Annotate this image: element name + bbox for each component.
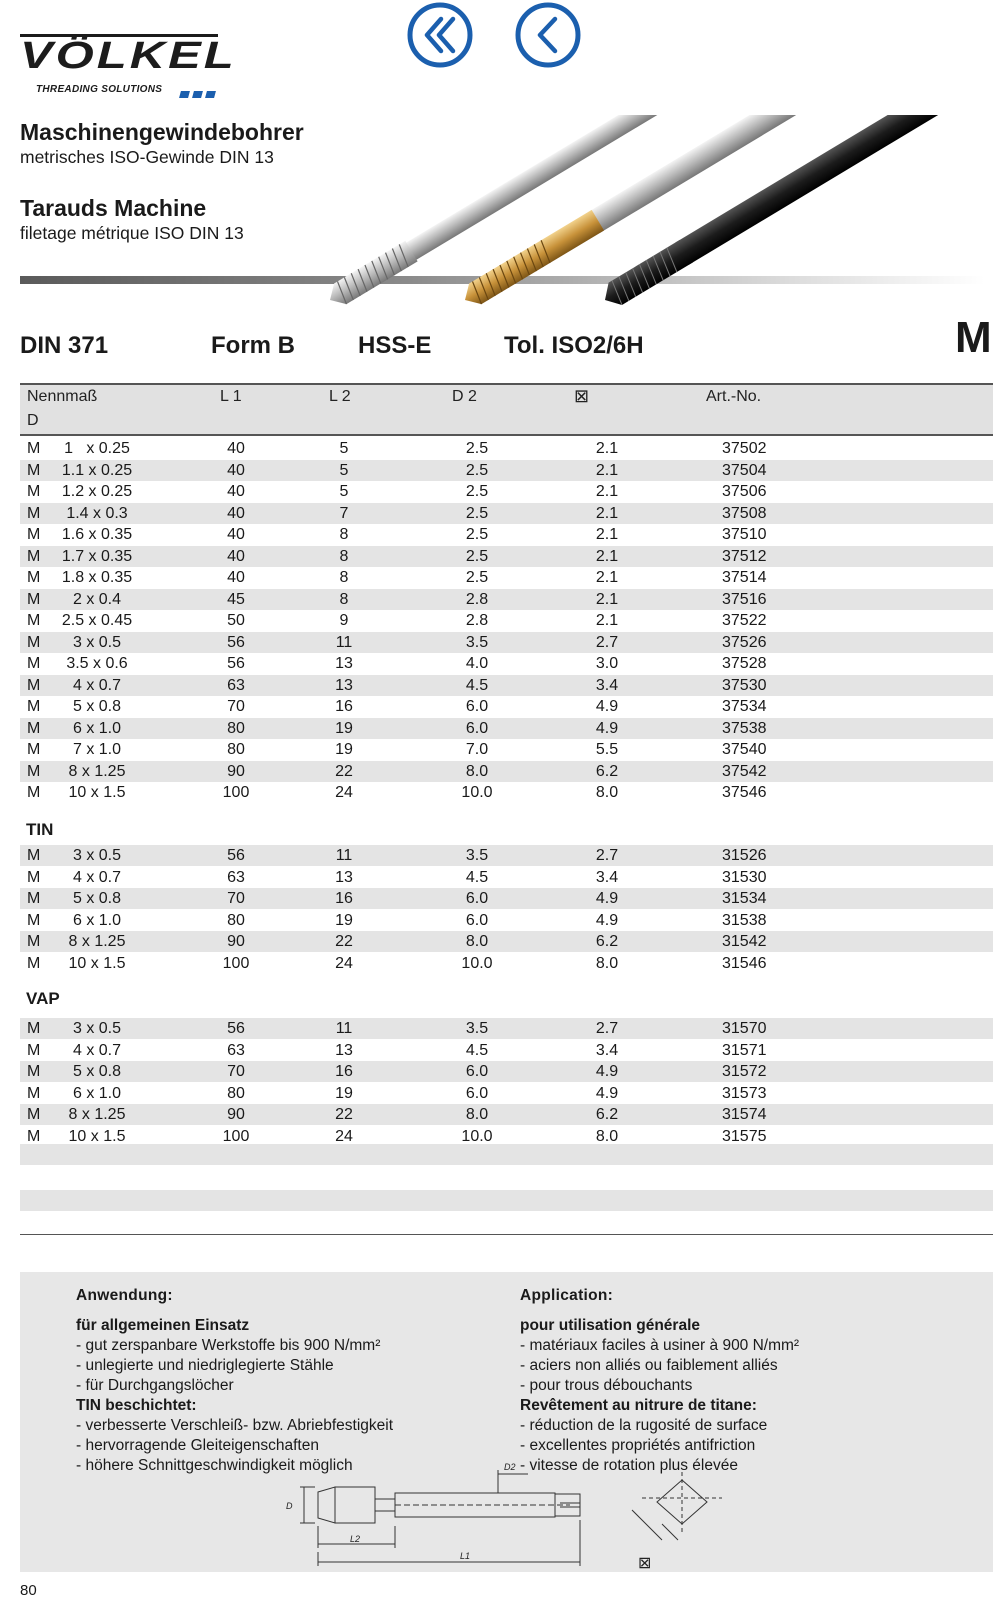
cell-l2: 19: [335, 741, 353, 758]
page-number: 80: [20, 1582, 37, 1599]
empty-row: [20, 1190, 993, 1211]
cell-art-no: 37546: [722, 784, 767, 801]
cell-art-no: 31526: [722, 847, 767, 864]
cell-square: 2.1: [595, 547, 619, 565]
cell-d2: 8.0: [465, 762, 489, 780]
table-row: [20, 696, 993, 717]
cell-prefix: M: [27, 633, 41, 651]
cell-size: 5 x 0.8: [72, 1063, 122, 1080]
cell-art-no: 37526: [722, 633, 767, 651]
cell-art-no: 31538: [722, 911, 767, 929]
cell-size: 1.2 x 0.25: [61, 483, 133, 500]
thread-code: M: [955, 313, 992, 362]
cell-square: 2.1: [595, 590, 619, 608]
table-row: [20, 845, 993, 866]
table-row: [20, 546, 993, 567]
cell-d2: 6.0: [465, 911, 489, 929]
application-line: - vitesse de rotation plus élevée: [520, 1457, 738, 1474]
cell-square: 4.9: [595, 890, 619, 907]
cell-size: 4 x 0.7: [72, 868, 122, 886]
cell-l2: 8: [339, 569, 349, 586]
application-line: - verbesserte Verschleiß- bzw. Abriebfestigkeit: [76, 1417, 394, 1434]
application-de: [76, 1286, 393, 1476]
table-row: [20, 481, 993, 502]
cell-square: 2.1: [595, 483, 619, 500]
table-row: [20, 589, 993, 610]
cell-l1: 70: [227, 1063, 245, 1080]
cell-square: 6.2: [595, 933, 619, 950]
cell-size: 3 x 0.5: [72, 633, 122, 651]
cell-square: 4.9: [595, 911, 619, 929]
cell-l2: 11: [335, 633, 353, 651]
cell-l2: 24: [335, 784, 353, 801]
logo-dots: [180, 85, 219, 103]
cell-size: 8 x 1.25: [68, 1106, 126, 1123]
cell-l2: 16: [335, 698, 353, 715]
table-row: [20, 718, 993, 739]
cell-l1: 80: [227, 719, 245, 737]
table-row: [20, 632, 993, 653]
application-line: - gut zerspanbare Werkstoffe bis 900 N/mm²: [76, 1337, 381, 1354]
cell-prefix: M: [27, 526, 41, 543]
cell-prefix: M: [27, 1106, 41, 1123]
application-line: - hervorragende Gleiteigenschaften: [76, 1437, 319, 1454]
cell-prefix: M: [27, 954, 41, 972]
cell-square: 2.1: [595, 461, 619, 479]
cell-l1: 56: [227, 1020, 245, 1037]
product-image-taps: [320, 115, 1000, 315]
cell-size: 1 x 0.25: [64, 440, 130, 457]
table-bottom-rule: [20, 1234, 993, 1235]
spec-din: DIN 371: [20, 332, 109, 359]
spec-material: HSS-E: [358, 332, 432, 359]
header-l1: L 1: [220, 388, 242, 405]
cell-square: 4.9: [595, 719, 619, 737]
subtitle-de: metrisches ISO-Gewinde DIN 13: [20, 147, 274, 167]
cell-size: 8 x 1.25: [68, 933, 126, 950]
cell-size: 3 x 0.5: [72, 1020, 122, 1037]
cell-square: 2.1: [595, 504, 619, 522]
cell-d2: 3.5: [465, 1020, 489, 1037]
cell-art-no: 37506: [722, 483, 767, 500]
drawing-d-label: D: [286, 1501, 293, 1511]
cell-size: 10 x 1.5: [68, 784, 126, 801]
drawing-d2-label: D2: [504, 1462, 516, 1472]
cell-d2: 2.5: [465, 547, 489, 565]
cell-prefix: M: [27, 1020, 41, 1037]
table-row: [20, 910, 993, 931]
cell-d2: 2.8: [465, 612, 489, 629]
cell-prefix: M: [27, 1084, 41, 1102]
cell-art-no: 37538: [722, 719, 767, 737]
cell-size: 3.5 x 0.6: [66, 655, 128, 672]
cell-l1: 90: [227, 762, 245, 780]
cell-size: 1.6 x 0.35: [61, 526, 133, 543]
table-row: [20, 1104, 993, 1125]
cell-art-no: 31534: [722, 890, 767, 907]
logo-tagline: THREADING SOLUTIONS: [36, 84, 163, 95]
cell-l2: 13: [335, 655, 353, 672]
cell-d2: 3.5: [465, 847, 489, 864]
header-d: D: [27, 412, 39, 429]
cell-l2: 19: [335, 911, 353, 929]
cell-d2: 7.0: [465, 741, 489, 758]
cell-l1: 100: [222, 1127, 250, 1145]
cell-prefix: M: [27, 741, 41, 758]
cell-l2: 8: [339, 590, 349, 608]
drawing-l2-label: L2: [350, 1534, 361, 1544]
drawing-square-icon: ⊠: [638, 1553, 652, 1572]
section-tin: TIN: [26, 820, 54, 839]
cell-l1: 50: [227, 612, 245, 629]
cell-art-no: 37528: [722, 655, 767, 672]
cell-prefix: M: [27, 504, 41, 522]
cell-square: 2.1: [595, 440, 619, 457]
cell-art-no: 31573: [722, 1084, 767, 1102]
cell-size: 1.1 x 0.25: [61, 461, 133, 479]
subtitle-fr: filetage métrique ISO DIN 13: [20, 223, 244, 243]
cell-art-no: 31571: [722, 1041, 767, 1059]
cell-art-no: 37508: [722, 504, 767, 522]
cell-square: 2.1: [595, 569, 619, 586]
cell-d2: 6.0: [465, 719, 489, 737]
cell-prefix: M: [27, 676, 41, 694]
table-row: [20, 524, 993, 545]
application-box: [20, 1272, 993, 1572]
cell-l2: 22: [335, 1106, 353, 1123]
table-row: [20, 953, 993, 974]
cell-l2: 16: [335, 1063, 353, 1080]
application-line: - für Durchgangslöcher: [76, 1377, 234, 1394]
cell-prefix: M: [27, 890, 41, 907]
cell-art-no: 37540: [722, 741, 767, 758]
cell-prefix: M: [27, 933, 41, 950]
cell-size: 6 x 1.0: [72, 1084, 122, 1102]
cell-l1: 100: [222, 784, 250, 801]
cell-prefix: M: [27, 547, 41, 565]
cell-l1: 90: [227, 933, 245, 950]
cell-size: 5 x 0.8: [72, 890, 122, 907]
header-art-no: Art.-No.: [706, 388, 762, 405]
cell-size: 5 x 0.8: [72, 698, 122, 715]
table-row: [20, 1018, 993, 1039]
table-row: [20, 567, 993, 588]
cell-l2: 24: [335, 954, 353, 972]
cell-size: 1.8 x 0.35: [61, 569, 133, 586]
section-vap: VAP: [26, 989, 60, 1008]
cell-l1: 56: [227, 655, 245, 672]
cell-l1: 80: [227, 1084, 245, 1102]
application-line: für allgemeinen Einsatz: [76, 1317, 250, 1334]
application-fr-heading: Application:: [520, 1287, 614, 1304]
cell-square: 3.4: [595, 868, 619, 886]
cell-d2: 10.0: [461, 1127, 493, 1145]
cell-l2: 19: [335, 719, 353, 737]
cell-l1: 63: [227, 868, 245, 886]
cell-size: 4 x 0.7: [72, 1041, 122, 1059]
cell-d2: 2.5: [465, 440, 489, 457]
cell-art-no: 37530: [722, 676, 767, 694]
cell-art-no: 37504: [722, 461, 767, 479]
cell-l1: 90: [227, 1106, 245, 1123]
application-line: - matériaux faciles à usiner à 900 N/mm²: [520, 1337, 800, 1354]
cell-d2: 10.0: [461, 784, 493, 801]
cell-l2: 8: [339, 547, 349, 565]
cell-l2: 13: [335, 1041, 353, 1059]
application-line: - excellentes propriétés antifriction: [520, 1437, 756, 1454]
cell-art-no: 31570: [722, 1020, 767, 1037]
cell-d2: 6.0: [465, 890, 489, 907]
empty-row: [20, 1144, 993, 1165]
cell-d2: 2.5: [465, 526, 489, 543]
cell-l1: 40: [227, 569, 245, 586]
cell-l1: 80: [227, 911, 245, 929]
cell-l1: 40: [227, 504, 245, 522]
cell-art-no: 31542: [722, 933, 767, 950]
cell-l2: 9: [339, 612, 349, 629]
cell-d2: 4.5: [465, 676, 489, 694]
table-row: [20, 1083, 993, 1104]
cell-d2: 4.5: [465, 868, 489, 886]
cell-l1: 80: [227, 741, 245, 758]
cell-size: 10 x 1.5: [68, 954, 126, 972]
cell-l1: 40: [227, 440, 245, 457]
cell-d2: 2.5: [465, 569, 489, 586]
cell-l1: 70: [227, 890, 245, 907]
title-fr: Tarauds Machine: [20, 195, 207, 221]
cell-l1: 100: [222, 954, 250, 972]
cell-square: 2.1: [595, 612, 619, 629]
cell-square: 3.4: [595, 676, 619, 694]
application-line: - aciers non alliés ou faiblement alliés: [520, 1357, 778, 1374]
cell-size: 10 x 1.5: [68, 1127, 126, 1145]
table-row: [20, 761, 993, 782]
application-line: Revêtement au nitrure de titane:: [520, 1397, 757, 1414]
cell-prefix: M: [27, 612, 41, 629]
cell-l2: 11: [335, 847, 353, 864]
drawing-l1-label: L1: [460, 1551, 471, 1561]
cell-art-no: 37542: [722, 762, 767, 780]
spec-tolerance: Tol. ISO2/6H: [504, 332, 644, 359]
cell-square: 6.2: [595, 762, 619, 780]
brand-logo: [20, 34, 237, 96]
previous-page-button[interactable]: [513, 0, 583, 70]
cell-d2: 6.0: [465, 1084, 489, 1102]
cell-prefix: M: [27, 911, 41, 929]
title-de: Maschinengewindebohrer: [20, 119, 304, 145]
table-row: [20, 438, 993, 459]
application-line: - réduction de la rugosité de surface: [520, 1417, 768, 1434]
cell-prefix: M: [27, 461, 41, 479]
cell-l1: 56: [227, 633, 245, 651]
cell-d2: 4.5: [465, 1041, 489, 1059]
cell-size: 8 x 1.25: [68, 762, 126, 780]
table-row: [20, 931, 993, 952]
cell-prefix: M: [27, 569, 41, 586]
cell-l1: 40: [227, 461, 245, 479]
cell-l1: 63: [227, 1041, 245, 1059]
cell-l2: 8: [339, 526, 349, 543]
cell-art-no: 37534: [722, 698, 767, 715]
cell-size: 6 x 1.0: [72, 911, 122, 929]
cell-prefix: M: [27, 655, 41, 672]
table-row: [20, 782, 993, 803]
cell-d2: 6.0: [465, 1063, 489, 1080]
cell-art-no: 31530: [722, 868, 767, 886]
application-line: - höhere Schnittgeschwindigkeit möglich: [76, 1457, 353, 1474]
cell-size: 6 x 1.0: [72, 719, 122, 737]
cell-l2: 19: [335, 1084, 353, 1102]
application-line: - pour trous débouchants: [520, 1377, 693, 1394]
cell-art-no: 31572: [722, 1063, 767, 1080]
cell-d2: 2.5: [465, 504, 489, 522]
table-row: [20, 739, 993, 760]
cell-square: 5.5: [595, 741, 619, 758]
cell-d2: 10.0: [461, 954, 493, 972]
cell-art-no: 31574: [722, 1106, 767, 1123]
cell-l1: 40: [227, 526, 245, 543]
table-row: [20, 460, 993, 481]
cell-l1: 70: [227, 698, 245, 715]
cell-square: 3.0: [595, 655, 619, 672]
cell-prefix: M: [27, 1063, 41, 1080]
table-row: [20, 503, 993, 524]
cell-art-no: 37522: [722, 612, 767, 629]
cell-l2: 16: [335, 890, 353, 907]
table-row: [20, 675, 993, 696]
header-d2: D 2: [452, 388, 477, 405]
cell-square: 3.4: [595, 1041, 619, 1059]
first-page-button[interactable]: [405, 0, 475, 70]
cell-size: 1.7 x 0.35: [61, 547, 133, 565]
cell-l1: 40: [227, 547, 245, 565]
cell-d2: 8.0: [465, 1106, 489, 1123]
cell-prefix: M: [27, 719, 41, 737]
square-icon: ⊠: [574, 386, 590, 406]
cell-art-no: 37512: [722, 547, 767, 565]
cell-art-no: 37510: [722, 526, 767, 543]
cell-prefix: M: [27, 1127, 41, 1145]
cell-square: 2.1: [595, 526, 619, 543]
cell-l2: 7: [339, 504, 349, 522]
cell-d2: 2.8: [465, 590, 489, 608]
cell-size: 4 x 0.7: [72, 676, 122, 694]
cell-size: 7 x 1.0: [72, 741, 122, 758]
cell-l2: 5: [339, 461, 349, 479]
cell-art-no: 37514: [722, 569, 767, 586]
cell-prefix: M: [27, 868, 41, 886]
cell-l2: 5: [339, 440, 349, 457]
cell-square: 8.0: [595, 954, 619, 972]
application-de-heading: Anwendung:: [76, 1287, 173, 1304]
cell-d2: 6.0: [465, 698, 489, 715]
cell-d2: 3.5: [465, 633, 489, 651]
cell-size: 2.5 x 0.45: [61, 612, 133, 629]
table-row: [20, 1040, 993, 1061]
cell-l1: 45: [227, 590, 245, 608]
technical-drawing: [270, 1462, 790, 1572]
cell-size: 1.4 x 0.3: [66, 504, 128, 522]
cell-prefix: M: [27, 483, 41, 500]
cell-d2: 2.5: [465, 483, 489, 500]
cell-prefix: M: [27, 762, 41, 780]
cell-l1: 63: [227, 676, 245, 694]
cell-art-no: 31546: [722, 954, 767, 972]
cell-prefix: M: [27, 698, 41, 715]
cell-l2: 13: [335, 676, 353, 694]
cell-d2: 2.5: [465, 461, 489, 479]
cell-d2: 4.0: [465, 655, 489, 672]
cell-square: 2.7: [595, 633, 619, 651]
table-row: [20, 610, 993, 631]
cell-prefix: M: [27, 590, 41, 608]
cell-square: 6.2: [595, 1106, 619, 1123]
cell-square: 2.7: [595, 847, 619, 864]
cell-l1: 40: [227, 483, 245, 500]
cell-art-no: 37502: [722, 440, 767, 457]
application-fr: [520, 1286, 799, 1476]
header-l2: L 2: [329, 388, 351, 405]
cell-l2: 11: [335, 1020, 353, 1037]
cell-d2: 8.0: [465, 933, 489, 950]
cell-size: 3 x 0.5: [72, 847, 122, 864]
cell-l2: 5: [339, 483, 349, 500]
cell-square: 4.9: [595, 1063, 619, 1080]
cell-square: 8.0: [595, 784, 619, 801]
logo-wordmark: VÖLKEL: [20, 34, 237, 77]
table-row: [20, 1061, 993, 1082]
header-nennmass: Nennmaß: [27, 388, 98, 405]
spec-form: Form B: [211, 332, 295, 359]
cell-art-no: 37516: [722, 590, 767, 608]
application-line: pour utilisation générale: [520, 1317, 700, 1334]
table-row: [20, 653, 993, 674]
cell-l2: 24: [335, 1127, 353, 1145]
cell-l2: 22: [335, 762, 353, 780]
cell-prefix: M: [27, 1041, 41, 1059]
cell-art-no: 31575: [722, 1127, 767, 1145]
application-line: - unlegierte und niedriglegierte Stähle: [76, 1357, 334, 1374]
cell-square: 2.7: [595, 1020, 619, 1037]
cell-square: 4.9: [595, 698, 619, 715]
cell-l2: 22: [335, 933, 353, 950]
cell-square: 4.9: [595, 1084, 619, 1102]
table-header: [20, 383, 993, 436]
table-row: [20, 867, 993, 888]
table-row: [20, 888, 993, 909]
cell-l2: 13: [335, 868, 353, 886]
cell-prefix: M: [27, 784, 41, 801]
application-line: TIN beschichtet:: [76, 1397, 197, 1414]
cell-prefix: M: [27, 847, 41, 864]
cell-l1: 56: [227, 847, 245, 864]
cell-prefix: M: [27, 440, 41, 457]
cell-square: 8.0: [595, 1127, 619, 1145]
cell-size: 2 x 0.4: [72, 590, 122, 608]
